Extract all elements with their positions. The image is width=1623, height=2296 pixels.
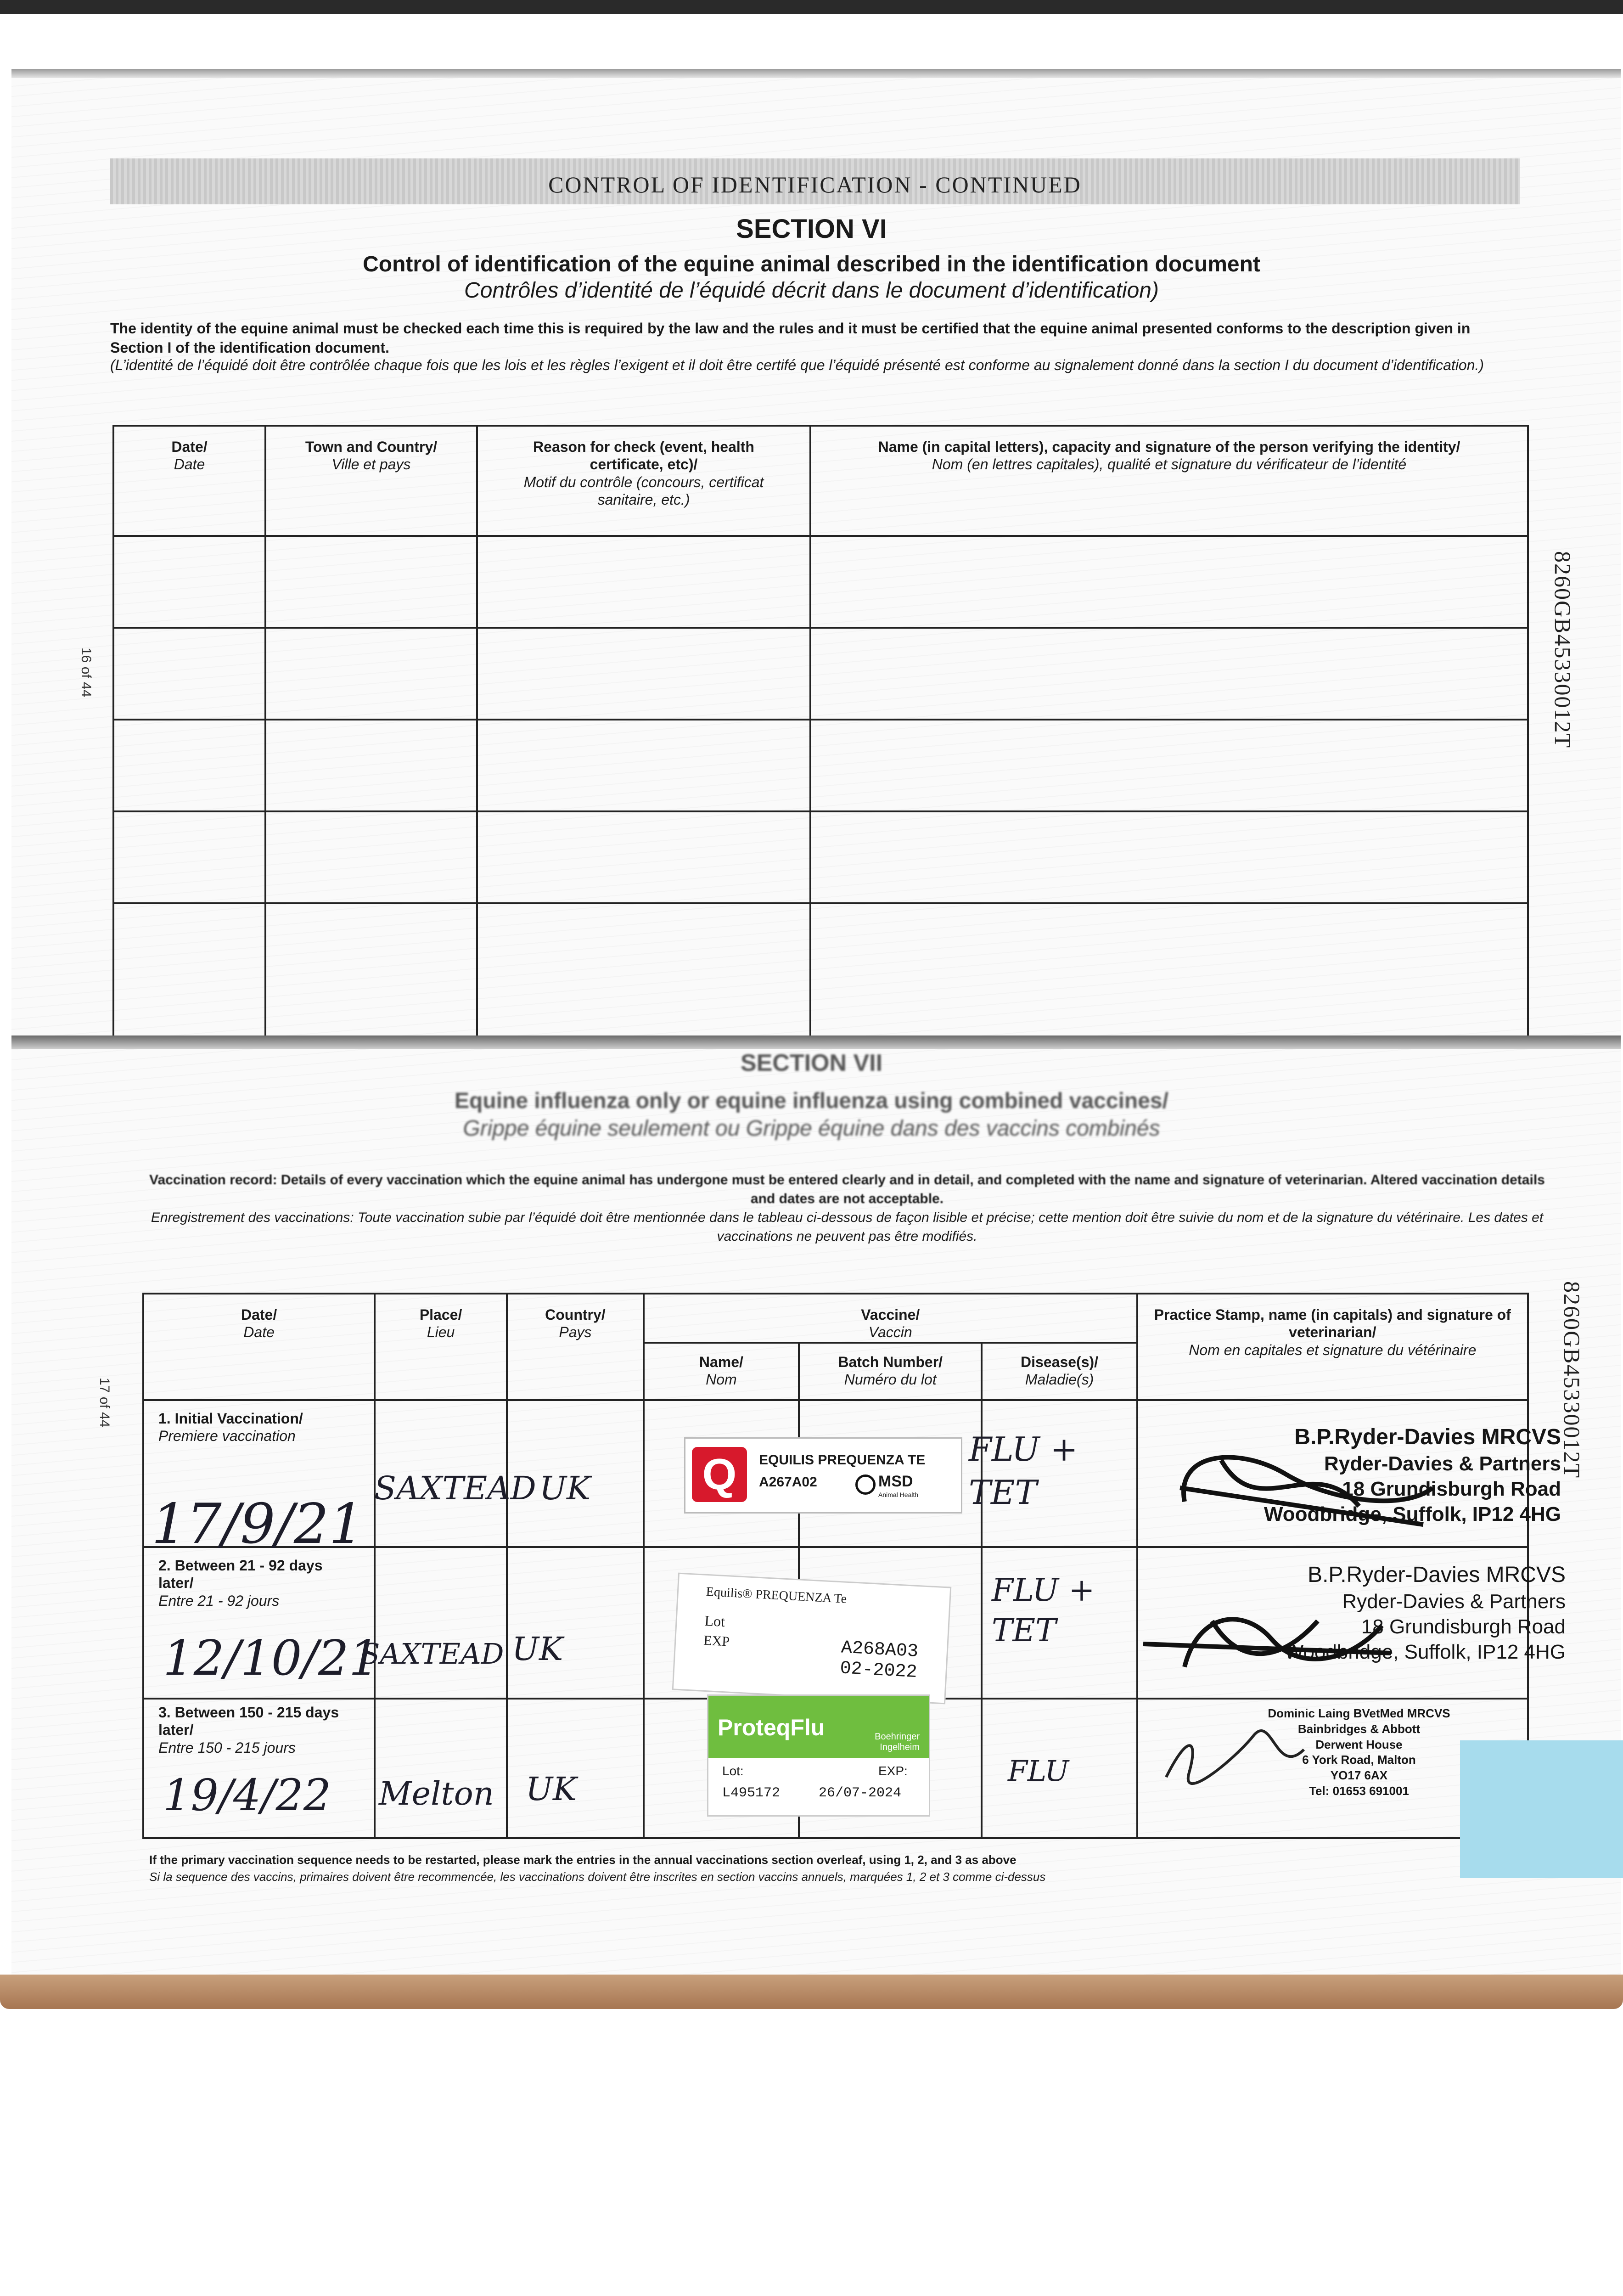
sticker-q-logo: Q <box>692 1447 747 1502</box>
col-town-header: Town and Country/ Ville et pays <box>265 426 477 536</box>
sticker3-lot-label: Lot: <box>722 1764 744 1778</box>
row2-date: 12/10/21 <box>163 1630 380 1686</box>
vet-signature-2 <box>1134 1593 1410 1685</box>
row1-label: 1. Initial Vaccination/ Premiere vaccination <box>158 1410 303 1445</box>
sticker3-lot: L495172 <box>722 1785 781 1801</box>
row3-date: 19/4/22 <box>163 1770 331 1821</box>
scanner-edge-top <box>0 0 1623 14</box>
col-verifier-header: Name (in capital letters), capacity and signature of the person verifying the identity/ Nom (en lettres capitales), qualité et signature du vérificateur de l’identité <box>810 426 1528 536</box>
sticker1-name: EQUILIS PREQUENZA TE <box>759 1452 926 1468</box>
stamp-line: Tel: 01653 691001 <box>1309 1784 1409 1798</box>
lower-title-en: Equine influenza only or equine influenza using combined vaccines/ <box>455 1089 1168 1113</box>
sticker3-brand: ProteqFlu <box>718 1715 825 1740</box>
vet-signature-3 <box>1162 1722 1309 1791</box>
upper-title-en: Control of identification of the equine animal described in the identification document <box>363 252 1260 276</box>
upper-intro-fr: (L’identité de l’équidé doit être contrôlée chaque fois que les lois et les règles l’exigent et il doit être certifé que l’équidé présenté est conforme au signalement donné dans la section I du document d’identification.) <box>110 357 1484 373</box>
cover-edge <box>0 1975 1623 2009</box>
row1-place: SAXTEAD <box>374 1469 536 1507</box>
stamp-line: 18 Grundisburgh Road <box>1361 1615 1566 1638</box>
table-cell <box>113 720 265 811</box>
header-date: Date/ Date <box>143 1294 375 1400</box>
table-cell <box>477 536 810 628</box>
sticker1-sub: Animal Health <box>878 1491 919 1498</box>
row2-country: UK <box>512 1630 563 1668</box>
sticker2-exp: 02-2022 <box>839 1658 918 1683</box>
table-cell <box>477 628 810 720</box>
row3-disease: FLU <box>1008 1754 1069 1788</box>
identity-check-table <box>112 425 1529 1038</box>
sticker2-exp-label: EXP <box>703 1632 730 1649</box>
lower-passport-id: 8260GB45330012T <box>1559 1281 1585 1479</box>
sticker1-brand: MSD <box>878 1473 913 1490</box>
stamp-line: YO17 6AX <box>1330 1768 1388 1783</box>
table-cell <box>477 720 810 811</box>
row2-country-cell <box>507 1547 644 1699</box>
row2-place-cell <box>375 1547 507 1699</box>
lower-title-fr: Grippe équine seulement ou Grippe équine dans des vaccins combinés <box>463 1116 1160 1141</box>
header-place: Place/ Lieu <box>375 1294 507 1400</box>
lower-section-title: SECTION VII <box>740 1050 883 1076</box>
col-reason-header: Reason for check (event, health certificate, etc)/ Motif du contrôle (concours, certificat sanitaire, etc.) <box>477 426 810 536</box>
sticker1-lot: A267A02 <box>759 1474 817 1490</box>
section-header: CONTROL OF IDENTIFICATION - CONTINUED <box>548 172 1082 197</box>
upper-section-title: SECTION VI <box>736 214 887 244</box>
header-band <box>110 158 1520 204</box>
header-country: Country/ Pays <box>507 1294 644 1400</box>
row3-label: 3. Between 150 - 215 days later/ Entre 150 - 215 jours <box>158 1704 339 1756</box>
table-cell <box>810 720 1528 811</box>
row1-country: UK <box>539 1469 591 1507</box>
upper-intro-en: The identity of the equine animal must be checked each time this is required by the law and the rules and it must be certified that the equine animal presented conforms to the description given in Section I of the identification document. <box>110 320 1471 356</box>
header-disease: Disease(s)/ Maladie(s) <box>982 1343 1137 1400</box>
table-cell <box>810 903 1528 1037</box>
row2-disease: FLU + TET <box>992 1572 1095 1649</box>
table-cell <box>810 536 1528 628</box>
footer-fr: Si la sequence des vaccins, primaires doivent être recommencée, les vaccinations doivent être inscrites en section vaccins annuels, marquées 1, 2 et 3 comme ci-dessus <box>149 1870 1046 1884</box>
stamp-line: 18 Grundisburgh Road <box>1342 1478 1561 1500</box>
vet-signature-1 <box>1166 1433 1442 1534</box>
row1-disease: FLU + TET <box>969 1430 1078 1512</box>
row3-country-cell <box>507 1699 644 1838</box>
upper-passport-id: 8260GB45330012T <box>1550 551 1576 748</box>
vaccine-sticker-2 <box>672 1573 952 1705</box>
row3-country: UK <box>526 1770 577 1808</box>
header-vaccine: Vaccine/ Vaccin <box>644 1294 1137 1343</box>
row1-date: 17/9/21 <box>152 1492 364 1556</box>
stamp-line: Derwent House <box>1315 1737 1403 1751</box>
table-cell <box>113 536 265 628</box>
table-cell <box>265 903 477 1037</box>
stamp-line: B.P.Ryder-Davies MRCVS <box>1294 1425 1561 1449</box>
row3-place-cell <box>375 1699 507 1838</box>
header-batch: Batch Number/ Numéro du lot <box>799 1343 982 1400</box>
lower-intro-en: Vaccination record: Details of every vaccination which the equine animal has undergone must be entered clearly and in detail, and completed with the name and signature of veterinarian. Altered vaccination details and dates are not acceptable. <box>149 1172 1545 1206</box>
stamp-line: Bainbridges & Abbott <box>1297 1722 1421 1736</box>
upper-page-top-shadow <box>11 69 1621 78</box>
table-cell <box>810 811 1528 903</box>
upper-page-number: 16 of 44 <box>79 647 94 698</box>
vaccine-sticker-1 <box>684 1437 962 1514</box>
blue-tape <box>1460 1740 1623 1878</box>
stamp-line: Ryder-Davies & Partners <box>1342 1590 1566 1613</box>
sticker3-exp-label: EXP: <box>878 1764 908 1778</box>
sticker3-maker: Boehringer Ingelheim <box>875 1732 920 1752</box>
upper-title-fr: Contrôles d’identité de l’équidé décrit dans le document d’identification) <box>464 278 1159 303</box>
stamp-line: Woodbridge, Suffolk, IP12 4HG <box>1284 1641 1566 1663</box>
table-cell <box>265 811 477 903</box>
table-cell <box>265 536 477 628</box>
vaccine-sticker-3 <box>707 1694 930 1817</box>
col-date-header: Date/ Date <box>113 426 265 536</box>
stamp-line: Dominic Laing BVetMed MRCVS <box>1268 1706 1450 1720</box>
stamp-line: Woodbridge, Suffolk, IP12 4HG <box>1264 1503 1561 1525</box>
stamp-line: B.P.Ryder-Davies MRCVS <box>1308 1563 1566 1587</box>
table-cell <box>265 720 477 811</box>
table-cell <box>113 811 265 903</box>
sticker2-lot: A268A03 <box>840 1638 919 1663</box>
sticker2-lot-label: Lot <box>704 1612 726 1630</box>
stamp-line: 6 York Road, Malton <box>1302 1753 1416 1767</box>
lower-intro-fr: Enregistrement des vaccinations: Toute vaccination subie par l’équidé doit être mentionnée dans le tableau ci-dessous de façon lisible et précise; cette mention doit être suivie du nom et de la signature du vétérinaire. Les dates et vaccinations ne peuvent pas être modifiés. <box>151 1210 1544 1244</box>
header-vet: Practice Stamp, name (in capitals) and signature of veterinarian/ Nom en capitales et signature du vétérinaire <box>1137 1294 1528 1400</box>
row3-place: Melton <box>379 1775 494 1812</box>
table-cell <box>113 903 265 1037</box>
table-cell <box>113 628 265 720</box>
sticker3-exp: 26/07-2024 <box>819 1785 902 1801</box>
header-vaccine-name: Name/ Nom <box>644 1343 799 1400</box>
page-fold <box>11 1035 1621 1049</box>
row2-label: 2. Between 21 - 92 days later/ Entre 21 - 92 jours <box>158 1557 323 1609</box>
table-cell <box>265 628 477 720</box>
table-cell <box>477 903 810 1037</box>
footer-en: If the primary vaccination sequence needs to be restarted, please mark the entries in the annual vaccinations section overleaf, using 1, 2, and 3 as above <box>149 1853 1016 1867</box>
table-cell <box>477 811 810 903</box>
row2-place: SAXTEAD <box>360 1637 504 1671</box>
sticker2-name: Equilis® PREQUENZA Te <box>706 1584 847 1606</box>
msd-icon <box>855 1474 876 1495</box>
table-cell <box>810 628 1528 720</box>
stamp-line: Ryder-Davies & Partners <box>1324 1452 1561 1475</box>
lower-page-number: 17 of 44 <box>97 1378 112 1428</box>
